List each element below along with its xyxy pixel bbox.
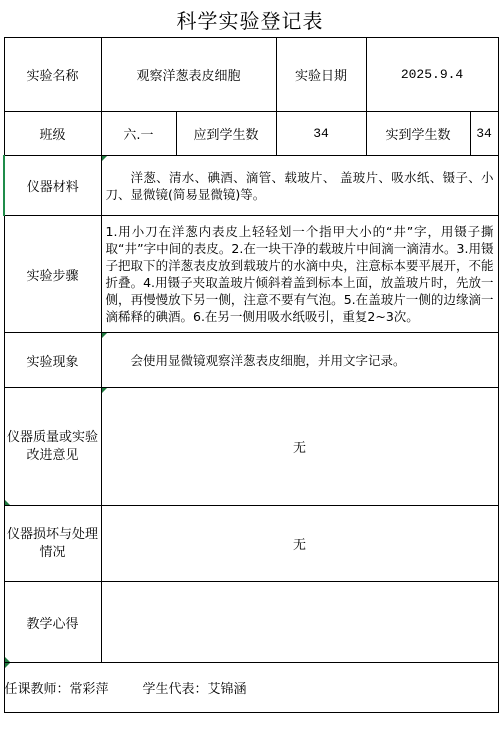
materials-value: 洋葱、清水、碘酒、滴管、载玻片、 盖玻片、吸水纸、镊子、小刀、显微镜(简易显微镜)等。 [105,169,494,202]
row-reflection [4,582,498,663]
actual-students-value: 34 [470,112,498,156]
row-class [4,112,498,156]
reflection-label: 教学心得 [4,582,101,663]
row-quality [4,388,498,506]
class-label: 班级 [4,112,101,156]
damage-label: 仪器损坏与处理情况 [4,506,101,582]
materials-label: 仪器材料 [4,156,101,216]
quality-value: 无 [101,388,498,506]
quality-label: 仪器质量或实验改进意见 [4,388,101,506]
expected-students-label: 应到学生数 [176,112,276,156]
steps-label: 实验步骤 [4,216,101,333]
experiment-date-label: 实验日期 [276,38,366,112]
damage-value: 无 [101,506,498,582]
reflection-value [101,582,498,663]
experiment-name-label: 实验名称 [4,38,101,112]
row-phenomenon [4,333,498,388]
materials-cell [101,156,498,216]
experiment-date-value: 2025.9.4 [366,38,498,112]
teacher-signature: 任课教师：常彩萍 [4,682,109,697]
phenomenon-cell [101,333,498,388]
row-materials [4,156,498,216]
row-experiment-name [4,38,498,112]
phenomenon-label: 实验现象 [4,333,101,388]
expected-students-value: 34 [276,112,366,156]
actual-students-label: 实到学生数 [366,112,470,156]
steps-cell [101,216,498,333]
phenomenon-value: 会使用显微镜观察洋葱表皮细胞，并用文字记录。 [130,352,406,368]
row-steps [4,216,498,333]
footer-cell [4,663,498,713]
row-footer [4,663,498,713]
student-representative: 学生代表：艾锦涵 [142,682,247,697]
experiment-name-value: 观察洋葱表皮细胞 [101,38,276,112]
steps-value: 1.用小刀在洋葱内表皮上轻轻划一个指甲大小的“井”字，用镊子撕取“井”字中间的表皮。2.在一块干净的载玻片中间滴一滴清水。3.用镊子把取下的洋葱表皮放到载玻片的水滴中央，注意标本要平展开，不能折叠。4.用镊子夹取盖玻片倾斜着盖到标本上面，放盖玻片时，先放一侧，再慢慢放下另一侧，注意不要有气泡。5.在盖玻片一侧的边缘滴一滴稀释的碘酒。6.在另一侧用吸水纸吸引，重复2~3次。 [105,224,494,324]
form-title: 科学实验登记表 [176,8,324,33]
row-damage [4,506,498,582]
record-table [3,37,499,713]
class-value: 六.一 [101,112,176,156]
